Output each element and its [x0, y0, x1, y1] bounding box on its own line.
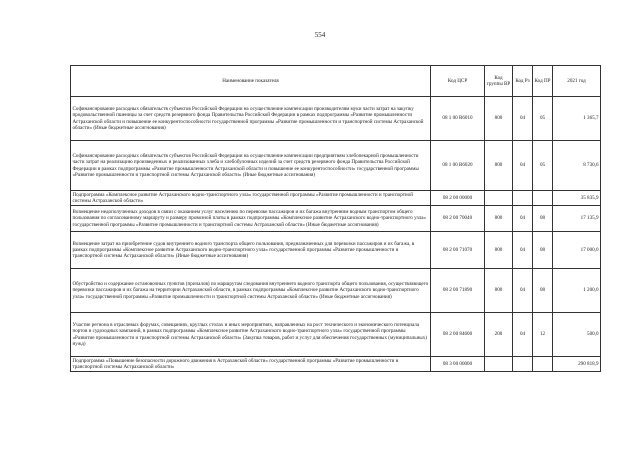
row-csr: 08 2 00 71890: [431, 269, 485, 313]
row-pr: [533, 191, 553, 206]
row-pr: 08: [533, 206, 553, 232]
table-header: [71, 66, 601, 97]
row-name: Обустройство и содержание остановочных пунктов (причалов) по маршрутам следования внутреннего водного транспорта общего пользования, осуществляющего перевозки пассажиров и их багажа на территории Астраханской области, в рамках подпрограммы «Комплексное развитие Астраханского водно-транспортного узла» государственной программы «Развитие промышленности и транспортной системы Астраханской области» (Иные бюджетные ассигнования): [71, 269, 431, 313]
row-vr: 800: [485, 141, 513, 191]
table-row: [71, 269, 601, 313]
row-name: Участие региона в отраслевых форумах, совещаниях, круглых столах и иных мероприятиях, направленных на рост технического и экономического потенциала портов и судоходных компаний, в рамках подпрограммы «Комплексное развитие Астраханского водно-транспортного узла» государственной программы «Развитие промышленности и транспортной системы Астраханской области» (Закупка товаров, работ и услуг для обеспечения государственных (муниципальных) нужд): [71, 313, 431, 357]
row-csr: 08 3 00 00000: [431, 357, 485, 372]
header-csr: Код ЦСР: [431, 66, 485, 97]
row-csr: 08 2 00 70040: [431, 206, 485, 232]
header-pr: Код ПР: [533, 66, 553, 97]
page-number: 554: [314, 31, 326, 39]
row-pr: 05: [533, 141, 553, 191]
table-row: [71, 191, 601, 206]
row-name: Возмещение недополученных доходов в связи с оказанием услуг населению по перевозке пассажиров и их багажа внутренним водным транспортом общего пользования по согласованному маршруту и размеру провозной платы в рамках подпрограммы «Комплексное развитие Астраханского водно-транспортного узла» государственной программы «Развитие промышленности и транспортной системы Астраханской области» (Иные бюджетные ассигнования): [71, 206, 431, 232]
row-rz: 04: [513, 313, 533, 357]
row-pr: 08: [533, 232, 553, 269]
table-row: [71, 141, 601, 191]
row-rz: 04: [513, 269, 533, 313]
row-name: Софинансирование расходных обязательств субъектов Российской Федерации на осуществление компенсации предприятиям хлебопекарной промышленности части затрат на реализацию произведенных и реализованных хлеба и хлебобулочных изделий за счет средств резервного фонда Правительства Российской Федерации в рамках подпрограммы «Развитие промышленности Астраханской области и повышение ее конкурентоспособности» государственной программы «Развитие промышленности и транспортной системы Астраханской области» (Иные бюджетные ассигнования): [71, 141, 431, 191]
row-csr: 08 2 00 00000: [431, 191, 485, 206]
row-amount: 500,0: [553, 313, 601, 357]
row-vr: 800: [485, 269, 513, 313]
row-pr: [533, 357, 553, 372]
row-amount: 290 818,9: [553, 357, 601, 372]
row-vr: [485, 357, 513, 372]
row-amount: 1 365,7: [553, 97, 601, 141]
header-amount: 2021 год: [553, 66, 601, 97]
header-vr: Код группы ВР: [485, 66, 513, 97]
row-vr: 200: [485, 313, 513, 357]
table-row: [71, 206, 601, 232]
row-vr: 800: [485, 97, 513, 141]
row-rz: [513, 357, 533, 372]
budget-table: [70, 65, 601, 372]
row-amount: 35 835,9: [553, 191, 601, 206]
row-rz: 04: [513, 232, 533, 269]
row-name: Возмещение затрат на приобретение судов внутреннего водного транспорта общего пользования, предназначенных для перевозки пассажиров и их багажа, в рамках подпрограммы «Комплексное развитие Астраханского водно-транспортного узла» государственной программы «Развитие промышленности и транспортной системы Астраханской области» (Иные бюджетные ассигнования): [71, 232, 431, 269]
header-rz: Код Рз: [513, 66, 533, 97]
row-amount: 17 000,0: [553, 232, 601, 269]
row-csr: 08 2 00 71070: [431, 232, 485, 269]
row-vr: 800: [485, 232, 513, 269]
header-name: Наименование показателя: [71, 66, 431, 97]
row-csr: 08 2 00 84600: [431, 313, 485, 357]
row-amount: 8 730,6: [553, 141, 601, 191]
row-csr: 08 1 00 R6020: [431, 141, 485, 191]
row-csr: 08 1 00 R6010: [431, 97, 485, 141]
row-rz: 04: [513, 141, 533, 191]
row-amount: 17 135,9: [553, 206, 601, 232]
table-row: [71, 313, 601, 357]
row-name: Подпрограмма «Комплексное развитие Астраханского водно-транспортного узла» государственной программы «Развитие промышленности и транспортной системы Астраханской области»: [71, 191, 431, 206]
row-vr: 800: [485, 206, 513, 232]
row-pr: 12: [533, 313, 553, 357]
table-row: [71, 357, 601, 372]
row-amount: 1 200,0: [553, 269, 601, 313]
row-rz: 04: [513, 206, 533, 232]
table-row: [71, 232, 601, 269]
row-vr: [485, 191, 513, 206]
table-row: [71, 97, 601, 141]
row-rz: [513, 191, 533, 206]
row-name: Софинансирование расходных обязательств субъектов Российской Федерации на осуществление компенсации производителям муки части затрат на закупку продовольственной пшеницы за счет средств резервного фонда Правительства Российской Федерации в рамках подпрограммы «Развитие промышленности Астраханской области и повышение ее конкурентоспособности государственной программы «Развитие промышленности и транспортной системы Астраханской области» (Иные бюджетные ассигнования): [71, 97, 431, 141]
row-pr: 05: [533, 97, 553, 141]
row-pr: 08: [533, 269, 553, 313]
row-name: Подпрограмма «Повышение безопасности дорожного движения в Астраханской области» государственной программы «Развитие промышленности и транспортной системы Астраханской области»: [71, 357, 431, 372]
row-rz: 04: [513, 97, 533, 141]
